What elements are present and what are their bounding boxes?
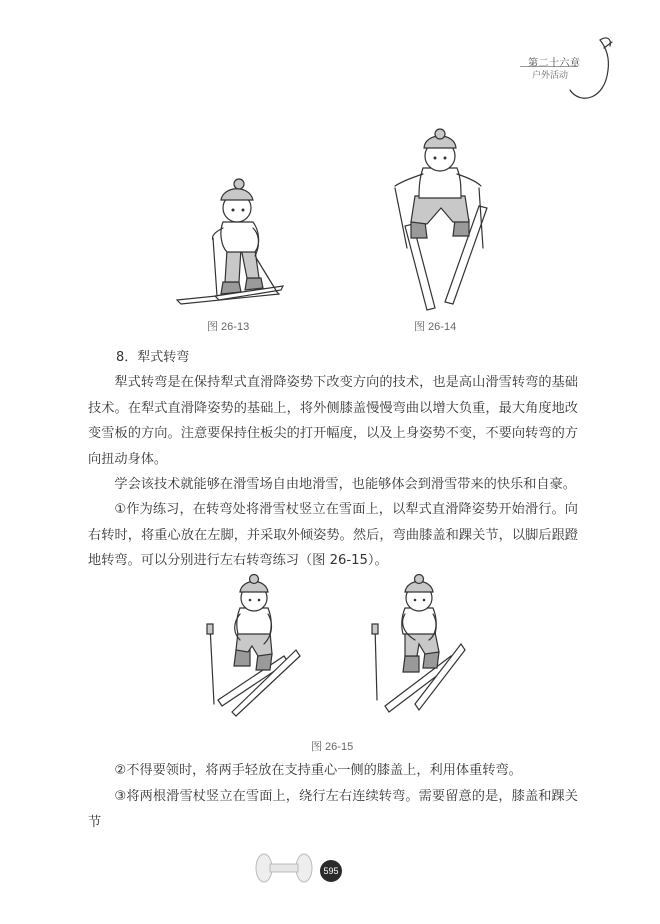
figure-caption: 图 26-13 bbox=[207, 321, 250, 333]
section-title: 8．犁式转弯 bbox=[116, 350, 190, 365]
figure-caption: 图 26-15 bbox=[311, 741, 354, 753]
paragraph: ②不得要领时，将两手轻放在支持重心一侧的膝盖上，利用体重转弯。 bbox=[114, 763, 522, 778]
dumbbell-icon bbox=[254, 850, 314, 886]
chapter-title: 第二十六章 bbox=[528, 58, 581, 69]
figure-26-15-right-illustration bbox=[365, 574, 470, 714]
paragraph: ①作为练习，在转弯处将滑雪杖竖立在雪面上，以犁式直滑降姿势开始滑行。向右转时，将重心放在左脚，并采取外倾姿势。然后，弯曲膝盖和踝关节，以脚后跟蹬地转弯。可以分别进行左右转弯练习（图 26-15）。 bbox=[88, 502, 578, 569]
page-number: 595 bbox=[320, 860, 342, 882]
figure-26-14-illustration bbox=[383, 128, 498, 313]
figure-26-13-illustration bbox=[175, 178, 290, 308]
paragraph: 犁式转弯是在保持犁式直滑降姿势下改变方向的技术，也是高山滑雪转弯的基础技术。在犁式直滑降姿势的基础上，将外侧膝盖慢慢弯曲以增大负重，最大角度地改变雪板的方向。注意要保持住板尖的打开幅度，以及上身姿势不变，不要向转弯的方向扭动身体。 bbox=[88, 375, 578, 467]
paragraph: ③将两根滑雪杖竖立在雪面上，绕行左右连续转弯。需要留意的是，膝盖和踝关节 bbox=[88, 789, 578, 830]
chapter-subtitle: 户外活动 bbox=[532, 71, 569, 81]
paragraph: 学会该技术就能够在滑雪场自由地滑雪，也能够体会到滑雪带来的快乐和自豪。 bbox=[114, 477, 576, 492]
figure-caption: 图 26-14 bbox=[414, 321, 457, 333]
header-ornament bbox=[560, 30, 620, 110]
figure-26-15-left-illustration bbox=[200, 574, 305, 714]
